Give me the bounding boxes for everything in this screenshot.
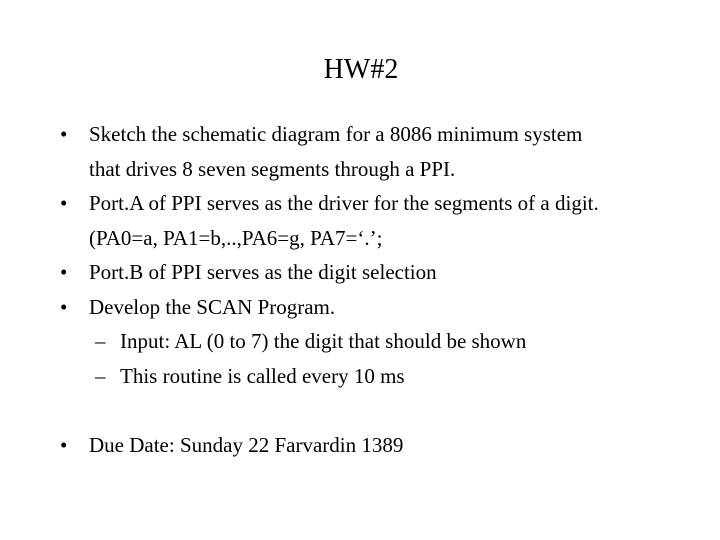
bullet-list bbox=[60, 117, 700, 463]
bullet-icon: • bbox=[60, 191, 68, 215]
bullet-icon: • bbox=[60, 260, 68, 284]
sub-bullet-input bbox=[60, 324, 700, 359]
bullet-item-port-a bbox=[60, 186, 700, 255]
bullet-line: Port.A of PPI serves as the driver for the segments of a digit. bbox=[89, 191, 599, 215]
slide-title: HW#2 bbox=[323, 54, 399, 85]
bullet-line: Sketch the schematic diagram for a 8086 minimum system bbox=[89, 122, 583, 146]
bullet-line: (PA0=a, PA1=b,..,PA6=g, PA7=‘.’; bbox=[89, 225, 383, 250]
due-date-text: Due Date: Sunday 22 Farvardin 1389 bbox=[89, 433, 404, 457]
bullet-item-schematic bbox=[60, 117, 700, 186]
bullet-item-scan-program bbox=[60, 290, 700, 325]
bullet-line: Port.B of PPI serves as the digit selection bbox=[89, 260, 437, 284]
sub-list-container bbox=[60, 324, 700, 393]
sub-bullet-list bbox=[60, 324, 700, 393]
bullet-line: that drives 8 seven segments through a PPI. bbox=[89, 156, 456, 181]
sub-bullet-routine bbox=[60, 359, 700, 394]
sub-bullet-text: This routine is called every 10 ms bbox=[120, 363, 405, 388]
spacer bbox=[60, 393, 700, 428]
bullet-line: Develop the SCAN Program. bbox=[89, 294, 336, 319]
bullet-icon: • bbox=[60, 433, 68, 457]
bullet-icon: • bbox=[60, 122, 68, 146]
bullet-icon: • bbox=[60, 294, 68, 319]
dash-icon: – bbox=[95, 329, 106, 353]
dash-icon: – bbox=[95, 363, 106, 388]
bullet-item-port-b bbox=[60, 255, 700, 290]
bullet-item-due-date bbox=[60, 428, 700, 463]
sub-bullet-text: Input: AL (0 to 7) the digit that should be shown bbox=[120, 329, 527, 353]
